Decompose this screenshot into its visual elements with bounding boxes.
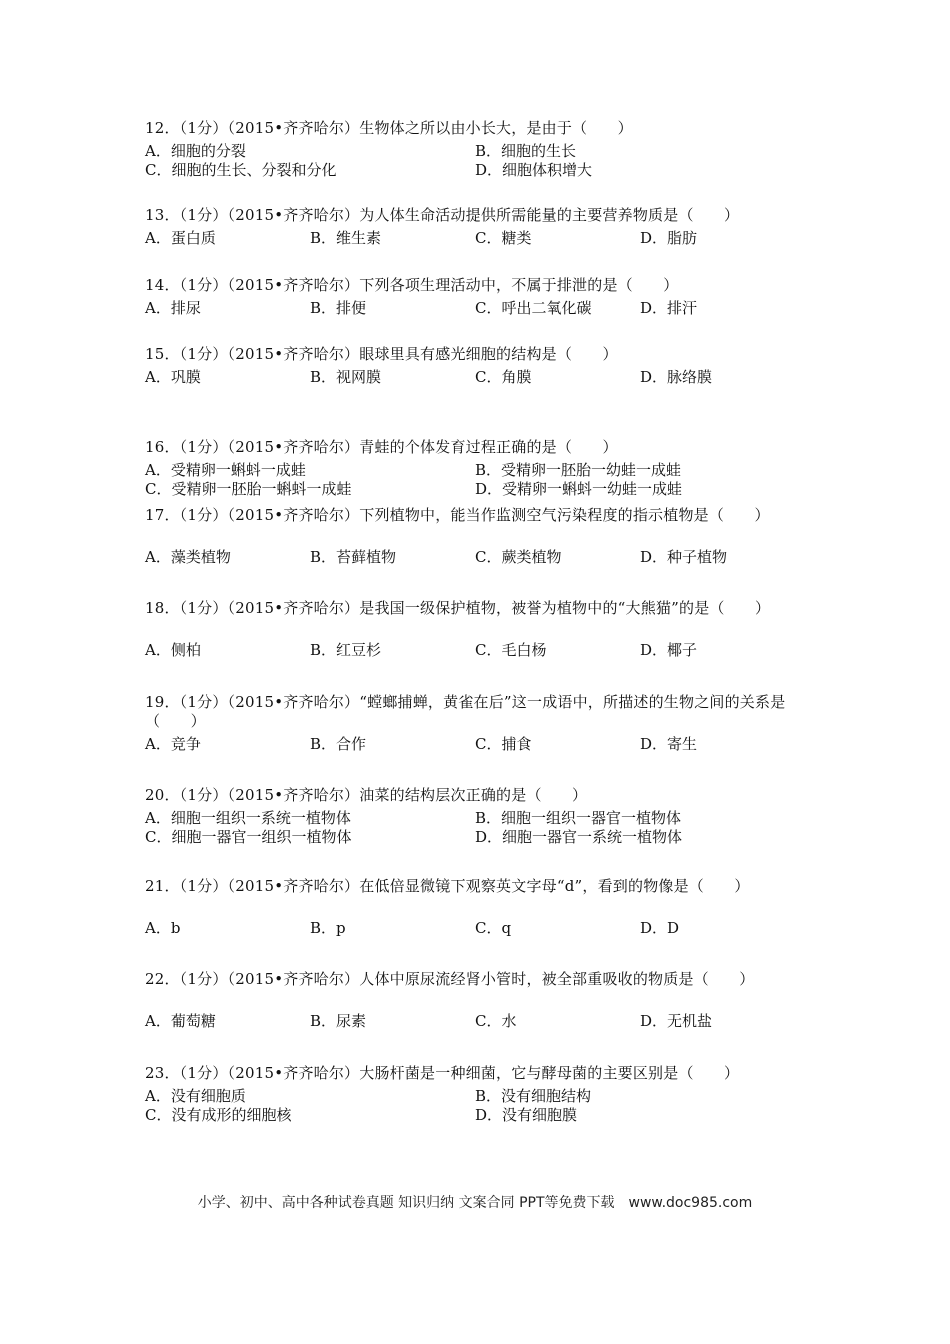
question-17 <box>145 506 805 567</box>
option-d: D．椰子 <box>640 641 698 659</box>
question-20 <box>145 786 805 847</box>
option-a: A．侧柏 <box>145 641 201 659</box>
question-23 <box>145 1064 805 1125</box>
question-stem: 20．（1分）（2015•齐齐哈尔）油菜的结构层次正确的是（ ） <box>145 786 588 804</box>
option-a: A．葡萄糖 <box>145 1012 216 1030</box>
option-row <box>145 461 805 480</box>
option-d: D．D <box>640 919 680 937</box>
option-b: B．尿素 <box>310 1012 367 1030</box>
option-c: C．受精卵一胚胎一蝌蚪一成蛙 <box>145 480 352 498</box>
option-c: C．捕食 <box>475 735 532 753</box>
question-16 <box>145 438 805 499</box>
option-b: B．视网膜 <box>310 368 382 386</box>
option-d: D．脉络膜 <box>640 368 713 386</box>
question-stem: 16．（1分）（2015•齐齐哈尔）青蛙的个体发育过程正确的是（ ） <box>145 438 618 456</box>
question-stem: 19．（1分）（2015•齐齐哈尔）“螳螂捕蝉，黄雀在后”这一成语中，所描述的生物之间的关系是（ ） <box>145 693 786 730</box>
option-b: B．苔藓植物 <box>310 548 397 566</box>
option-d: D．没有细胞膜 <box>475 1106 578 1124</box>
question-21 <box>145 877 805 938</box>
question-stem: 22．（1分）（2015•齐齐哈尔）人体中原尿流经肾小管时，被全部重吸收的物质是（ ） <box>145 970 755 988</box>
option-a: A．受精卵一蝌蚪一成蛙 <box>145 461 306 479</box>
option-d: D．脂肪 <box>640 229 698 247</box>
option-a: A．巩膜 <box>145 368 201 386</box>
option-b: B．维生素 <box>310 229 382 247</box>
option-d: D．种子植物 <box>640 548 728 566</box>
option-row <box>145 548 805 567</box>
option-row <box>145 828 805 847</box>
option-d: D．排汗 <box>640 299 698 317</box>
page-footer: 小学、初中、高中各种试卷真题 知识归纳 文案合同 PPT等免费下载 www.doc985.com <box>197 1195 753 1211</box>
question-stem: 13．（1分）（2015•齐齐哈尔）为人体生命活动提供所需能量的主要营养物质是（ ） <box>145 206 740 224</box>
question-18 <box>145 599 805 660</box>
option-row <box>145 1012 805 1031</box>
option-row <box>145 161 805 180</box>
option-d: D．无机盐 <box>640 1012 713 1030</box>
option-c: C．糖类 <box>475 229 532 247</box>
question-stem: 18．（1分）（2015•齐齐哈尔）是我国一级保护植物，被誉为植物中的“大熊猫”的是（ ） <box>145 599 771 617</box>
option-c: C．细胞的生长、分裂和分化 <box>145 161 337 179</box>
question-stem: 23．（1分）（2015•齐齐哈尔）大肠杆菌是一种细菌，它与酵母菌的主要区别是（ ） <box>145 1064 740 1082</box>
option-b: B．受精卵一胚胎一幼蛙一成蛙 <box>475 461 682 479</box>
option-row <box>145 919 805 938</box>
question-stem: 14．（1分）（2015•齐齐哈尔）下列各项生理活动中，不属于排泄的是（ ） <box>145 276 679 294</box>
option-b: B．排便 <box>310 299 367 317</box>
option-a: A．没有细胞质 <box>145 1087 246 1105</box>
option-a: A．b <box>145 919 181 937</box>
question-13 <box>145 206 805 248</box>
question-stem: 21．（1分）（2015•齐齐哈尔）在低倍显微镜下观察英文字母“d”，看到的物像是（ ） <box>145 877 750 895</box>
option-c: C．细胞一器官一组织一植物体 <box>145 828 352 846</box>
question-stem: 15．（1分）（2015•齐齐哈尔）眼球里具有感光细胞的结构是（ ） <box>145 345 618 363</box>
option-row <box>145 229 805 248</box>
option-row <box>145 735 805 754</box>
question-22 <box>145 970 805 1031</box>
option-b: B．细胞的生长 <box>475 142 577 160</box>
option-a: A．蛋白质 <box>145 229 216 247</box>
question-14 <box>145 276 805 318</box>
option-row <box>145 641 805 660</box>
option-row <box>145 299 805 318</box>
option-c: C．水 <box>475 1012 517 1030</box>
option-d: D．细胞体积增大 <box>475 161 593 179</box>
option-d: D．细胞一器官一系统一植物体 <box>475 828 683 846</box>
option-a: A．细胞一组织一系统一植物体 <box>145 809 351 827</box>
question-12 <box>145 119 805 180</box>
option-c: C．没有成形的细胞核 <box>145 1106 292 1124</box>
option-b: B．红豆杉 <box>310 641 382 659</box>
option-row <box>145 1087 805 1106</box>
option-d: D．寄生 <box>640 735 698 753</box>
option-c: C．蕨类植物 <box>475 548 562 566</box>
option-b: B．p <box>310 919 346 937</box>
option-row <box>145 368 805 387</box>
option-row <box>145 480 805 499</box>
question-19 <box>145 693 805 754</box>
question-stem: 17．（1分）（2015•齐齐哈尔）下列植物中，能当作监测空气污染程度的指示植物是（ ） <box>145 506 770 524</box>
option-c: C．q <box>475 919 512 937</box>
option-b: B．细胞一组织一器官一植物体 <box>475 809 682 827</box>
option-c: C．毛白杨 <box>475 641 547 659</box>
question-15 <box>145 345 805 387</box>
option-a: A．竞争 <box>145 735 201 753</box>
option-c: C．角膜 <box>475 368 532 386</box>
question-stem: 12．（1分）（2015•齐齐哈尔）生物体之所以由小长大，是由于（ ） <box>145 119 633 137</box>
option-a: A．细胞的分裂 <box>145 142 246 160</box>
option-c: C．呼出二氧化碳 <box>475 299 592 317</box>
option-row <box>145 142 805 161</box>
option-a: A．排尿 <box>145 299 201 317</box>
option-b: B．没有细胞结构 <box>475 1087 592 1105</box>
option-row <box>145 1106 805 1125</box>
option-row <box>145 809 805 828</box>
option-a: A．藻类植物 <box>145 548 231 566</box>
option-d: D．受精卵一蝌蚪一幼蛙一成蛙 <box>475 480 683 498</box>
option-b: B．合作 <box>310 735 367 753</box>
